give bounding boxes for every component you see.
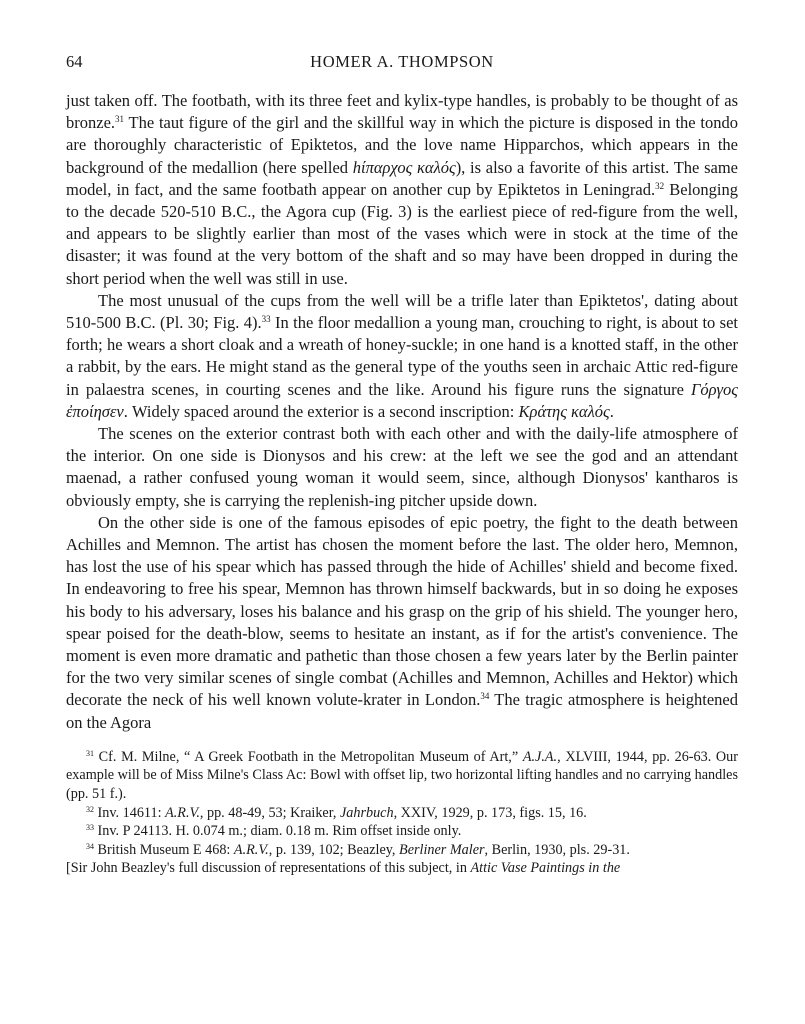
greek-signature: Γόργος ἐποίησεν (66, 379, 738, 421)
footnote-number: 32 (86, 804, 94, 814)
text-run: Cf. M. Milne, “ A Greek Footbath in the Metropolitan Museum of Art,” (94, 748, 523, 765)
footnote-ref: 32 (655, 180, 665, 191)
era-abbrev: B.C. (221, 202, 252, 222)
text-run: On the other side is one of the famous episodes of epic poetry, the fight to the death between Achilles and Memnon. The artist has chosen the moment before the last. The older hero, Memnon, has lost the use of his spear which has passed through the hide of Achilles' shield and become fixed. In endeavoring to free his spear, Memnon has thrown himself backwards, but in so doing he exposes his body to his adversary, loses his balance and his grasp on the grip of his shield. The younger hero, spear poised for the death-blow, seems to hesitate an instant, as if for the artist's convenience. The moment is even more dramatic and pathetic than those chosen a few years later by the Berlin painter for the two very similar scenes of single combat (Achilles and Memnon, Achilles and Hektor) which decorate the neck of his well known volute-krater in London. (66, 512, 738, 710)
text-run: Inv. P 24113. H. 0.074 m.; diam. 0.18 m. Rim offset inside only. (94, 823, 462, 840)
text-run: British Museum E 468: (94, 841, 234, 858)
text-run: , XLVIII, 1944, pp. 26-63. Our example will be of Miss Milne's Class Ac: Bowl with offset lip, two horizontal lifting handles and no carrying handles (pp. 51 f.). (66, 748, 738, 803)
greek-inscription: Κράτης καλός (518, 401, 610, 421)
book-title: A.R.V. (233, 841, 269, 858)
paragraph-3: The scenes on the exterior contrast both with each other and with the daily-life atmosphere of the interior. On one side is Dionysos and his crew: at the left we see the god and an attendant maenad, a rather confused young woman it would seem, since, although Dionysos' kantharos is obviously empty, she is carrying the replenish-ing pitcher upside down. (66, 424, 738, 510)
page-header (66, 52, 738, 76)
text-run: . Widely spaced around the exterior is a second inscription: (123, 401, 519, 421)
page (66, 52, 738, 878)
running-head: HOMER A. THOMPSON (310, 52, 494, 71)
footnote-32 (66, 804, 738, 823)
text-run: , Berlin, 1930, pls. 29-31. (484, 841, 630, 858)
text-run: (Pl. 30; Fig. 4). (155, 313, 262, 333)
footnote-ref: 34 (480, 691, 490, 702)
footnote-34 (66, 841, 738, 860)
footnote-number: 33 (86, 823, 94, 833)
text-run: , the Agora cup (Fig. 3) is the earliest piece of red-figure from the well, and appears to be slightly earlier than most of the vases which were in stock at the time of the disaster; it was found at the very bottom of the shaft and so may have been dropped in during the short period when the well was still in use. (66, 202, 739, 288)
text-run: just taken off. The footbath, with its three feet and kylix-type handles, is probably to be thought of as bronze. (66, 91, 738, 133)
text-run: [Sir John Beazley's full discussion of representations of this subject, in (66, 860, 471, 877)
footnote-31 (66, 748, 738, 804)
text-run: , p. 139, 102; Beazley, (268, 841, 400, 858)
footnotes (66, 748, 738, 878)
text-run: The tragic atmosphere is heightened on the Agora (66, 690, 738, 732)
book-title: Attic Vase Paintings in the (470, 860, 621, 877)
text-run: The taut figure of the girl and the skillful way in which the picture is disposed in the tondo are thoroughly characteristic of Epiktetos, and the love name Hipparchos, which appears in the background of the medallion (here spelled (66, 113, 738, 177)
text-run: The most unusual of the cups from the well will be a trifle later than Epiktetos', dating about 510-500 (66, 290, 738, 333)
text-run: , XXIV, 1929, p. 173, figs. 15, 16. (393, 804, 587, 821)
era-abbrev: B.C. (125, 313, 156, 333)
paragraph-2 (66, 290, 738, 423)
text-run: ), is also a favorite of this artist. The same model, in fact, and the same footbath appear on another cup by Epiktetos in Leningrad. (66, 157, 738, 199)
footnote-editorial-addendum (66, 859, 738, 878)
paragraph-1 (66, 90, 738, 290)
footnote-ref: 31 (115, 114, 125, 125)
text-run: Belonging to the decade 520-510 (66, 179, 739, 222)
journal-title: A.J.A. (522, 748, 558, 765)
journal-title: Jahrbuch (339, 804, 394, 821)
text-run: Inv. 14611: (94, 804, 166, 821)
page-number: 64 (66, 52, 83, 71)
paragraph-4 (66, 512, 738, 734)
footnote-number: 34 (86, 841, 94, 851)
text-run: In the floor medallion a young man, crouching to right, is about to set forth; he wears a short cloak and a wreath of honey-suckle; in one hand is a knotted staff, in the other a rabbit, by the ears. He might stand as the general type of the youths seen in archaic Attic red-figure in palaestra scenes, in courting scenes and the like. Around his figure runs the signature (66, 313, 738, 399)
greek-inscription: hίπαρχος καλός (352, 157, 456, 177)
footnote-number: 31 (86, 748, 94, 758)
footnote-33 (66, 822, 738, 841)
body-text (66, 90, 738, 734)
book-title: Berliner Maler (399, 841, 485, 858)
footnote-ref: 33 (261, 314, 271, 325)
book-title: A.R.V. (165, 804, 200, 821)
text-run: . (609, 401, 614, 421)
text-run: , pp. 48-49, 53; Kraiker, (199, 804, 340, 821)
